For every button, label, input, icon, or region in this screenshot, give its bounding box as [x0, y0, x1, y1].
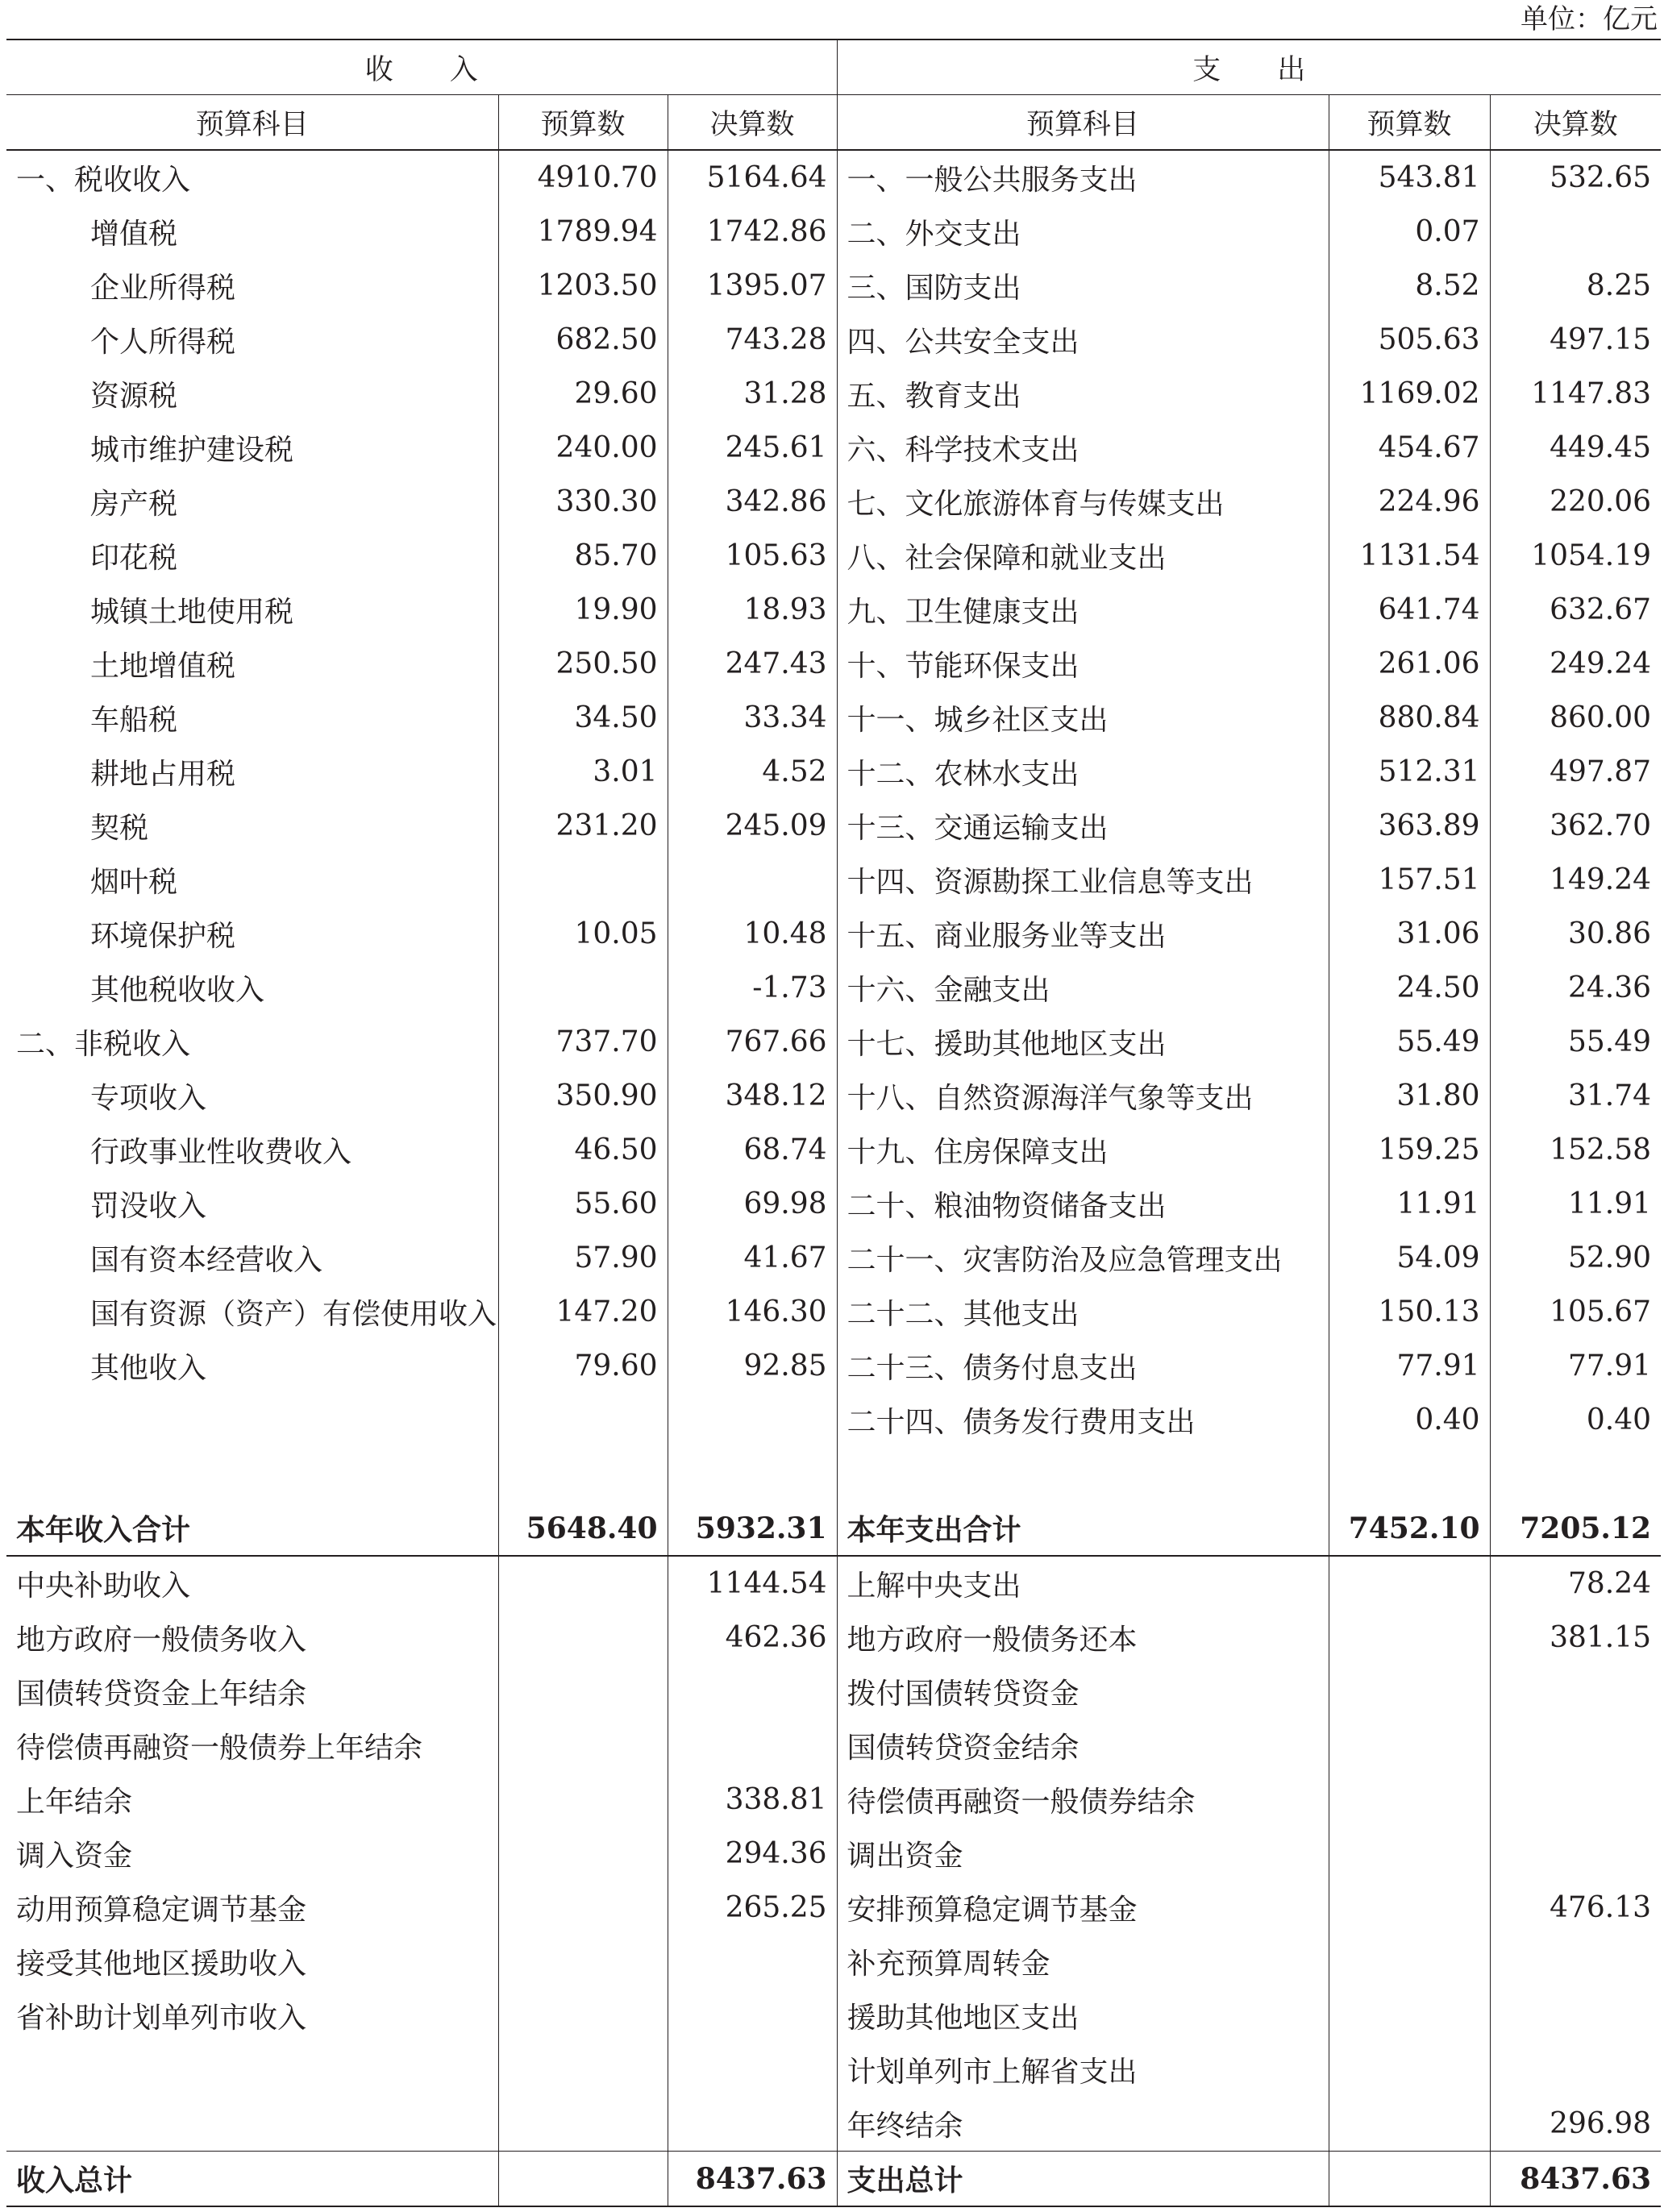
- income-transfer-item: [6, 2043, 498, 2097]
- income-item: 耕地占用税: [6, 745, 498, 799]
- income-final-value: 10.48: [668, 907, 837, 961]
- budget-row: [6, 637, 1661, 691]
- income-transfer-final: [668, 1989, 837, 2043]
- income-transfer-item: 中央补助收入: [6, 1556, 498, 1611]
- budget-row: [6, 475, 1661, 529]
- income-final-value: 31.28: [668, 367, 837, 421]
- expenditure-transfer-item: 援助其他地区支出: [837, 1989, 1329, 2043]
- expenditure-item: 十九、住房保障支出: [837, 1123, 1329, 1177]
- income-transfer-budget: [498, 1556, 668, 1611]
- expenditure-item: 三、国防支出: [837, 259, 1329, 313]
- expenditure-transfer-final: 476.13: [1550, 1891, 1652, 1924]
- budget-row: [6, 529, 1661, 583]
- income-transfer-budget: [498, 1935, 668, 1989]
- income-transfer-item: [6, 2097, 498, 2152]
- income-budget-value: 3.01: [498, 745, 668, 799]
- expenditure-final-value: 1054.19: [1531, 539, 1652, 572]
- expenditure-final-value: 149.24: [1550, 863, 1652, 896]
- budget-row: [6, 1177, 1661, 1231]
- expenditure-final-value: 249.24: [1550, 647, 1652, 680]
- income-budget-value: [498, 961, 668, 1015]
- expenditure-item: 十六、金融支出: [837, 961, 1329, 1015]
- expenditure-budget-value: 8.52: [1329, 259, 1490, 313]
- spacer-cell: [1329, 1447, 1490, 1501]
- expenditure-final-value: 497.15: [1550, 323, 1652, 356]
- spacer-cell: [837, 1447, 1329, 1501]
- income-item: 国有资本经营收入: [6, 1231, 498, 1285]
- expenditure-budget-value: 77.91: [1329, 1339, 1490, 1393]
- budget-row: [6, 1285, 1661, 1339]
- expenditure-final-value: 632.67: [1550, 593, 1652, 626]
- expenditure-transfer-item: 调出资金: [837, 1827, 1329, 1881]
- income-final-value: 743.28: [668, 313, 837, 367]
- expenditure-final-value: 449.45: [1550, 431, 1652, 464]
- expenditure-transfer-budget: [1329, 1935, 1490, 1989]
- budget-row: [6, 1123, 1661, 1177]
- expenditure-final-value: 8.25: [1586, 269, 1652, 302]
- expenditure-final-value: 30.86: [1568, 917, 1652, 950]
- expenditure-budget-value: 150.13: [1329, 1285, 1490, 1339]
- transfer-row: [6, 1827, 1661, 1881]
- income-budget-value: [498, 1393, 668, 1447]
- expenditure-item: 八、社会保障和就业支出: [837, 529, 1329, 583]
- income-final-value: 68.74: [668, 1123, 837, 1177]
- income-item: 行政事业性收费收入: [6, 1123, 498, 1177]
- expenditure-final-header: 决算数: [1490, 95, 1661, 151]
- expenditure-transfer-final: 296.98: [1550, 2107, 1652, 2140]
- expenditure-final-value: 532.65: [1550, 161, 1652, 194]
- income-transfer-item: 地方政府一般债务收入: [6, 1611, 498, 1665]
- expenditure-item: 十二、农林水支出: [837, 745, 1329, 799]
- expenditure-budget-value: 363.89: [1329, 799, 1490, 853]
- expenditure-transfer-budget: [1329, 1989, 1490, 2043]
- income-item: 其他税收收入: [6, 961, 498, 1015]
- income-budget-value: 19.90: [498, 583, 668, 637]
- expenditure-item: 二十一、灾害防治及应急管理支出: [837, 1231, 1329, 1285]
- income-transfer-final: 462.36: [668, 1611, 837, 1665]
- expenditure-budget-value: 1131.54: [1329, 529, 1490, 583]
- income-item: 个人所得税: [6, 313, 498, 367]
- income-final-value: 92.85: [668, 1339, 837, 1393]
- expenditure-budget-value: 0.40: [1329, 1393, 1490, 1447]
- income-budget-value: 240.00: [498, 421, 668, 475]
- income-budget-value: 79.60: [498, 1339, 668, 1393]
- expenditure-budget-value: 11.91: [1329, 1177, 1490, 1231]
- expenditure-budget-value: 543.81: [1329, 150, 1490, 205]
- income-item: 国有资源（资产）有偿使用收入: [6, 1285, 498, 1339]
- income-item-header: 预算科目: [6, 95, 498, 151]
- income-item: 其他收入: [6, 1339, 498, 1393]
- transfer-row: [6, 1719, 1661, 1773]
- income-final-value: [668, 853, 837, 907]
- income-transfer-item: 国债转贷资金上年结余: [6, 1665, 498, 1719]
- expenditure-final-value: 0.40: [1586, 1403, 1652, 1437]
- expenditure-final-value: 497.87: [1550, 755, 1652, 788]
- spacer-cell: [1490, 1447, 1661, 1501]
- income-item: 增值税: [6, 205, 498, 259]
- transfer-row: [6, 1611, 1661, 1665]
- income-item: 印花税: [6, 529, 498, 583]
- income-item: 二、非税收入: [6, 1015, 498, 1069]
- expenditure-final-value: 220.06: [1550, 485, 1652, 518]
- expenditure-transfer-item: 地方政府一般债务还本: [837, 1611, 1329, 1665]
- income-item: 专项收入: [6, 1069, 498, 1123]
- expenditure-final-value: 105.67: [1550, 1295, 1652, 1328]
- expenditure-year-total-final: 7205.12: [1490, 1501, 1661, 1556]
- expenditure-budget-value: 880.84: [1329, 691, 1490, 745]
- income-final-value: 18.93: [668, 583, 837, 637]
- expenditure-budget-value: 54.09: [1329, 1231, 1490, 1285]
- income-grand-total-final: 8437.63: [668, 2152, 837, 2207]
- income-budget-value: 231.20: [498, 799, 668, 853]
- income-final-value: 767.66: [668, 1015, 837, 1069]
- expenditure-year-total-budget: 7452.10: [1329, 1501, 1490, 1556]
- income-item: 烟叶税: [6, 853, 498, 907]
- income-budget-value: 34.50: [498, 691, 668, 745]
- income-transfer-final: [668, 1665, 837, 1719]
- transfer-row: [6, 1773, 1661, 1827]
- expenditure-final-value: 860.00: [1550, 701, 1652, 734]
- expenditure-final-value: 1147.83: [1531, 377, 1652, 410]
- expenditure-transfer-final: [1490, 1719, 1661, 1773]
- expenditure-item: 六、科学技术支出: [837, 421, 1329, 475]
- income-budget-value: 4910.70: [498, 150, 668, 205]
- expenditure-transfer-final: [1490, 1827, 1661, 1881]
- income-final-value: 41.67: [668, 1231, 837, 1285]
- expenditure-item: 二、外交支出: [837, 205, 1329, 259]
- expenditure-transfer-final: [1490, 1935, 1661, 1989]
- income-final-value: 146.30: [668, 1285, 837, 1339]
- expenditure-item: 七、文化旅游体育与传媒支出: [837, 475, 1329, 529]
- expenditure-transfer-budget: [1329, 1611, 1490, 1665]
- income-transfer-budget: [498, 1881, 668, 1935]
- expenditure-item-header: 预算科目: [837, 95, 1329, 151]
- income-final-value: 4.52: [668, 745, 837, 799]
- expenditure-budget-value: 1169.02: [1329, 367, 1490, 421]
- income-budget-value: 1203.50: [498, 259, 668, 313]
- income-transfer-budget: [498, 1827, 668, 1881]
- expenditure-budget-value: 505.63: [1329, 313, 1490, 367]
- income-final-value: 5164.64: [668, 150, 837, 205]
- income-item: 车船税: [6, 691, 498, 745]
- income-final-value: 33.34: [668, 691, 837, 745]
- income-item: [6, 1393, 498, 1447]
- income-item: 企业所得税: [6, 259, 498, 313]
- transfer-row: [6, 1989, 1661, 2043]
- income-transfer-final: [668, 1719, 837, 1773]
- unit-label: 单位：亿元: [1520, 3, 1658, 35]
- transfer-row: [6, 1665, 1661, 1719]
- expenditure-item: 四、公共安全支出: [837, 313, 1329, 367]
- budget-row: [6, 1339, 1661, 1393]
- budget-row: [6, 259, 1661, 313]
- transfer-row: [6, 2097, 1661, 2152]
- income-final-value: 348.12: [668, 1069, 837, 1123]
- expenditure-transfer-final: 381.15: [1550, 1621, 1652, 1654]
- income-item: 罚没收入: [6, 1177, 498, 1231]
- income-final-value: 247.43: [668, 637, 837, 691]
- budget-table: [6, 39, 1661, 2207]
- expenditure-transfer-budget: [1329, 1827, 1490, 1881]
- income-final-value: 1395.07: [668, 259, 837, 313]
- income-item: 一、税收收入: [6, 150, 498, 205]
- income-year-total-label: 本年收入合计: [6, 1501, 498, 1556]
- budget-row: [6, 313, 1661, 367]
- budget-row: [6, 907, 1661, 961]
- income-final-value: 105.63: [668, 529, 837, 583]
- income-budget-value: 85.70: [498, 529, 668, 583]
- expenditure-final-value: 77.91: [1568, 1349, 1652, 1382]
- expenditure-item: 十七、援助其他地区支出: [837, 1015, 1329, 1069]
- expenditure-budget-value: 159.25: [1329, 1123, 1490, 1177]
- income-transfer-final: [668, 2043, 837, 2097]
- expenditure-final-value: 24.36: [1568, 971, 1652, 1004]
- expenditure-transfer-final: 78.24: [1568, 1567, 1652, 1600]
- budget-row: [6, 205, 1661, 259]
- income-transfer-final: 294.36: [668, 1827, 837, 1881]
- expenditure-transfer-budget: [1329, 1773, 1490, 1827]
- income-item: 城市维护建设税: [6, 421, 498, 475]
- expenditure-item: 九、卫生健康支出: [837, 583, 1329, 637]
- spacer-cell: [668, 1447, 837, 1501]
- income-transfer-final: [668, 1935, 837, 1989]
- income-item: 资源税: [6, 367, 498, 421]
- expenditure-budget-value: 224.96: [1329, 475, 1490, 529]
- expenditure-transfer-budget: [1329, 1719, 1490, 1773]
- income-final-header: 决算数: [668, 95, 837, 151]
- income-grand-total-budget: [498, 2152, 668, 2207]
- income-budget-header: 预算数: [498, 95, 668, 151]
- expenditure-item: 二十三、债务付息支出: [837, 1339, 1329, 1393]
- income-year-total-budget: 5648.40: [498, 1501, 668, 1556]
- expenditure-final-value: 11.91: [1568, 1187, 1652, 1220]
- income-item: 土地增值税: [6, 637, 498, 691]
- expenditure-section-header: 支 出: [837, 40, 1661, 95]
- expenditure-item: 二十、粮油物资储备支出: [837, 1177, 1329, 1231]
- year-total-row: [6, 1501, 1661, 1556]
- grand-total-row: [6, 2152, 1661, 2207]
- expenditure-transfer-final: [1490, 1989, 1661, 2043]
- expenditure-final-value: 52.90: [1568, 1241, 1652, 1274]
- expenditure-budget-value: 454.67: [1329, 421, 1490, 475]
- expenditure-budget-value: 641.74: [1329, 583, 1490, 637]
- income-final-value: 245.09: [668, 799, 837, 853]
- expenditure-transfer-budget: [1329, 2097, 1490, 2152]
- budget-row: [6, 691, 1661, 745]
- income-final-value: 1742.86: [668, 205, 837, 259]
- expenditure-transfer-item: 补充预算周转金: [837, 1935, 1329, 1989]
- income-item: 房产税: [6, 475, 498, 529]
- expenditure-budget-value: 24.50: [1329, 961, 1490, 1015]
- expenditure-final-value: 362.70: [1550, 809, 1652, 842]
- income-final-value: -1.73: [668, 961, 837, 1015]
- expenditure-budget-header: 预算数: [1329, 95, 1490, 151]
- expenditure-transfer-item: 上解中央支出: [837, 1556, 1329, 1611]
- budget-row: [6, 799, 1661, 853]
- income-transfer-item: 动用预算稳定调节基金: [6, 1881, 498, 1935]
- income-item: 契税: [6, 799, 498, 853]
- budget-row: [6, 745, 1661, 799]
- section-header-row: [6, 40, 1661, 95]
- income-budget-value: 330.30: [498, 475, 668, 529]
- income-final-value: 245.61: [668, 421, 837, 475]
- expenditure-transfer-final: [1490, 1773, 1661, 1827]
- budget-row: [6, 367, 1661, 421]
- expenditure-transfer-item: 计划单列市上解省支出: [837, 2043, 1329, 2097]
- budget-row: [6, 853, 1661, 907]
- income-final-value: 342.86: [668, 475, 837, 529]
- expenditure-transfer-final: [1490, 1665, 1661, 1719]
- budget-table-body: [6, 40, 1661, 2206]
- expenditure-budget-value: 0.07: [1329, 205, 1490, 259]
- budget-row: [6, 1231, 1661, 1285]
- expenditure-transfer-item: 国债转贷资金结余: [837, 1719, 1329, 1773]
- expenditure-budget-value: 512.31: [1329, 745, 1490, 799]
- income-transfer-budget: [498, 2097, 668, 2152]
- income-item: 城镇土地使用税: [6, 583, 498, 637]
- income-budget-value: 1789.94: [498, 205, 668, 259]
- expenditure-transfer-item: 安排预算稳定调节基金: [837, 1881, 1329, 1935]
- expenditure-final-value: [1490, 205, 1661, 259]
- income-budget-value: 46.50: [498, 1123, 668, 1177]
- income-transfer-final: 338.81: [668, 1773, 837, 1827]
- expenditure-grand-total-final: 8437.63: [1490, 2152, 1661, 2207]
- expenditure-transfer-budget: [1329, 2043, 1490, 2097]
- expenditure-transfer-final: [1490, 2043, 1661, 2097]
- expenditure-grand-total-budget: [1329, 2152, 1490, 2207]
- expenditure-grand-total-label: 支出总计: [837, 2152, 1329, 2207]
- transfer-row: [6, 2043, 1661, 2097]
- income-transfer-budget: [498, 2043, 668, 2097]
- expenditure-item: 二十二、其他支出: [837, 1285, 1329, 1339]
- expenditure-final-value: 31.74: [1568, 1079, 1652, 1112]
- budget-row: [6, 1069, 1661, 1123]
- expenditure-item: 十五、商业服务业等支出: [837, 907, 1329, 961]
- expenditure-year-total-label: 本年支出合计: [837, 1501, 1329, 1556]
- income-budget-value: 250.50: [498, 637, 668, 691]
- expenditure-budget-value: 31.80: [1329, 1069, 1490, 1123]
- budget-row: [6, 583, 1661, 637]
- expenditure-item: 一、一般公共服务支出: [837, 150, 1329, 205]
- income-transfer-final: [668, 2097, 837, 2152]
- expenditure-item: 十一、城乡社区支出: [837, 691, 1329, 745]
- expenditure-final-value: 55.49: [1568, 1025, 1652, 1058]
- transfer-row: [6, 1935, 1661, 1989]
- expenditure-item: 五、教育支出: [837, 367, 1329, 421]
- expenditure-final-value: 152.58: [1550, 1133, 1652, 1166]
- expenditure-item: 二十四、债务发行费用支出: [837, 1393, 1329, 1447]
- income-transfer-item: 接受其他地区援助收入: [6, 1935, 498, 1989]
- spacer-cell: [498, 1447, 668, 1501]
- spacer-cell: [6, 1447, 498, 1501]
- transfer-row: [6, 1881, 1661, 1935]
- income-budget-value: 147.20: [498, 1285, 668, 1339]
- income-budget-value: 350.90: [498, 1069, 668, 1123]
- expenditure-budget-value: 31.06: [1329, 907, 1490, 961]
- income-transfer-budget: [498, 1719, 668, 1773]
- income-final-value: 69.98: [668, 1177, 837, 1231]
- income-budget-value: 682.50: [498, 313, 668, 367]
- expenditure-transfer-item: 待偿债再融资一般债券结余: [837, 1773, 1329, 1827]
- income-year-total-final: 5932.31: [668, 1501, 837, 1556]
- column-header-row: [6, 95, 1661, 151]
- expenditure-item: 十八、自然资源海洋气象等支出: [837, 1069, 1329, 1123]
- transfer-row: [6, 1556, 1661, 1611]
- expenditure-item: 十、节能环保支出: [837, 637, 1329, 691]
- budget-row: [6, 150, 1661, 205]
- income-transfer-budget: [498, 1611, 668, 1665]
- expenditure-item: 十三、交通运输支出: [837, 799, 1329, 853]
- spacer-row: [6, 1447, 1661, 1501]
- income-final-value: [668, 1393, 837, 1447]
- expenditure-budget-value: 261.06: [1329, 637, 1490, 691]
- income-item: 环境保护税: [6, 907, 498, 961]
- income-budget-value: 29.60: [498, 367, 668, 421]
- income-transfer-item: 上年结余: [6, 1773, 498, 1827]
- income-transfer-budget: [498, 1989, 668, 2043]
- budget-row: [6, 1015, 1661, 1069]
- income-section-header: 收 入: [6, 40, 837, 95]
- expenditure-transfer-budget: [1329, 1556, 1490, 1611]
- income-transfer-final: 265.25: [668, 1881, 837, 1935]
- expenditure-budget-value: 55.49: [1329, 1015, 1490, 1069]
- budget-row: [6, 1393, 1661, 1447]
- income-transfer-budget: [498, 1665, 668, 1719]
- expenditure-transfer-item: 年终结余: [837, 2097, 1329, 2152]
- income-budget-value: 55.60: [498, 1177, 668, 1231]
- expenditure-transfer-budget: [1329, 1665, 1490, 1719]
- income-transfer-final: 1144.54: [668, 1556, 837, 1611]
- budget-row: [6, 421, 1661, 475]
- income-transfer-item: 省补助计划单列市收入: [6, 1989, 498, 2043]
- expenditure-transfer-budget: [1329, 1881, 1490, 1935]
- budget-row: [6, 961, 1661, 1015]
- income-grand-total-label: 收入总计: [6, 2152, 498, 2207]
- income-transfer-budget: [498, 1773, 668, 1827]
- income-transfer-item: 待偿债再融资一般债券上年结余: [6, 1719, 498, 1773]
- income-transfer-item: 调入资金: [6, 1827, 498, 1881]
- expenditure-item: 十四、资源勘探工业信息等支出: [837, 853, 1329, 907]
- income-budget-value: 737.70: [498, 1015, 668, 1069]
- income-budget-value: 10.05: [498, 907, 668, 961]
- expenditure-transfer-item: 拨付国债转贷资金: [837, 1665, 1329, 1719]
- expenditure-budget-value: 157.51: [1329, 853, 1490, 907]
- income-budget-value: 57.90: [498, 1231, 668, 1285]
- income-budget-value: [498, 853, 668, 907]
